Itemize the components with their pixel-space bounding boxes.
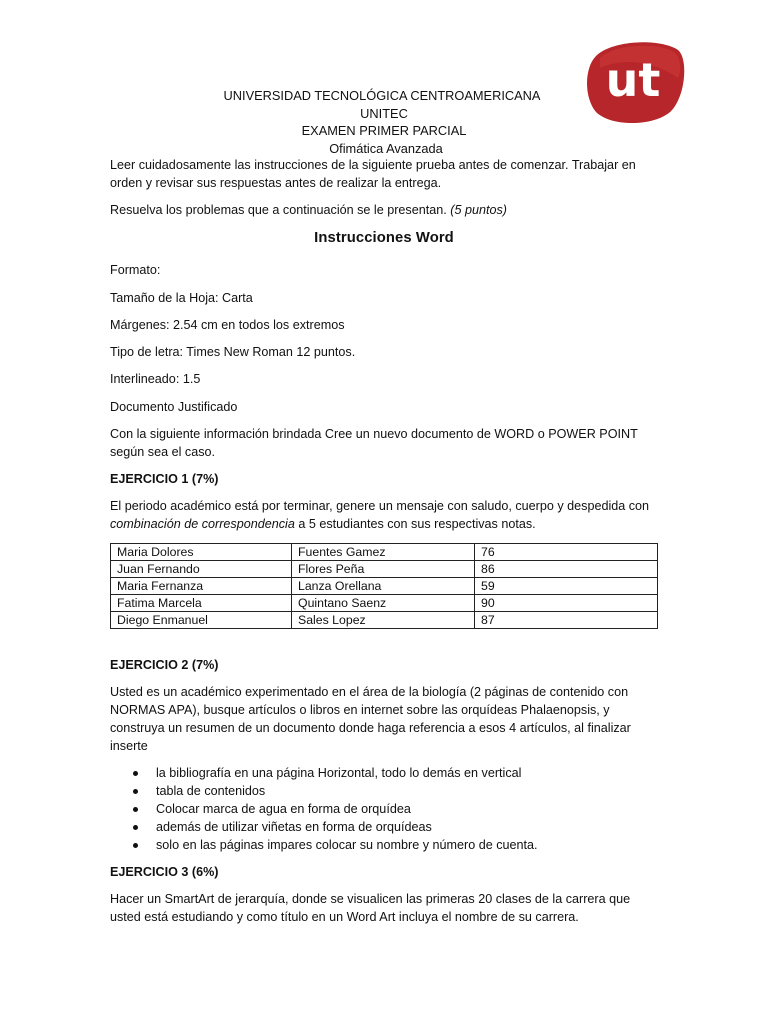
format-justified: Documento Justificado: [110, 400, 238, 414]
list-item: la bibliografía en una página Horizontal, todo lo demás en vertical: [110, 764, 538, 782]
intro-paragraph: Leer cuidadosamente las instrucciones de la siguiente prueba antes de comenzar. Trabajar en orden y revisar sus respuestas antes de realizar la entrega.: [110, 158, 636, 190]
bullet-icon: [133, 807, 138, 812]
grade-cell: 59: [475, 578, 658, 595]
first-name-cell: Maria Fernanza: [111, 578, 292, 595]
section-title: Instrucciones Word: [314, 230, 454, 246]
table-row: [111, 612, 658, 629]
list-item: además de utilizar viñetas en forma de orquídeas: [110, 818, 538, 836]
format-page-size: Tamaño de la Hoja: Carta: [110, 291, 253, 305]
table-row: [111, 561, 658, 578]
create-doc-paragraph: Con la siguiente información brindada Cree un nuevo documento de WORD o POWER POINT según sea el caso.: [110, 427, 638, 459]
format-margins: Márgenes: 2.54 cm en todos los extremos: [110, 318, 345, 332]
last-name-cell: Fuentes Gamez: [292, 544, 475, 561]
exam-header: [0, 87, 768, 157]
exam-body: [110, 156, 650, 924]
students-table: [110, 543, 658, 629]
ex2-paragraph: Usted es un académico experimentado en el área de la biología (2 páginas de contenido con NORMAS APA), busque artículos o libros en internet sobre las orquídeas Phalaenopsis, y construya un resumen de un documento donde haga referencia a esos 4 artículos, al finalizar inserte: [110, 685, 631, 753]
university-acronym: UNITEC: [360, 105, 408, 121]
bullet-icon: [133, 825, 138, 830]
first-name-cell: Diego Enmanuel: [111, 612, 292, 629]
last-name-cell: Flores Peña: [292, 561, 475, 578]
bullet-icon: [133, 771, 138, 776]
ex1-paragraph: [110, 497, 655, 533]
bullet-icon: [133, 789, 138, 794]
resuelva-text: Resuelva los problemas que a continuación se le presentan.: [110, 203, 447, 217]
ex2-title: EJERCICIO 2 (7%): [110, 658, 219, 672]
svg-text:ut: ut: [605, 53, 661, 107]
university-name: UNIVERSIDAD TECNOLÓGICA CENTROAMERICANA: [223, 88, 541, 103]
exam-name: EXAMEN PRIMER PARCIAL: [301, 123, 467, 139]
table-row: [111, 595, 658, 612]
ex3-title: EJERCICIO 3 (6%): [110, 865, 219, 879]
ex1-text-em: combinación de correspondencia: [110, 517, 295, 531]
list-item: tabla de contenidos: [110, 782, 538, 800]
format-label: Formato:: [110, 263, 161, 277]
table-row: [111, 578, 658, 595]
grade-cell: 86: [475, 561, 658, 578]
last-name-cell: Sales Lopez: [292, 612, 475, 629]
ex1-text-after: a 5 estudiantes con sus respectivas notas.: [298, 517, 536, 531]
ex2-bullet-list: [110, 764, 538, 854]
first-name-cell: Maria Dolores: [111, 544, 292, 561]
grade-cell: 76: [475, 544, 658, 561]
format-font: Tipo de letra: Times New Roman 12 puntos.: [110, 345, 356, 359]
list-item: Colocar marca de agua en forma de orquídea: [110, 800, 538, 818]
first-name-cell: Fatima Marcela: [111, 595, 292, 612]
resuelva-points: (5 puntos): [450, 203, 507, 217]
grade-cell: 87: [475, 612, 658, 629]
ex1-text-before: El periodo académico está por terminar, genere un mensaje con saludo, cuerpo y despedida con: [110, 499, 650, 513]
ex1-title: EJERCICIO 1 (7%): [110, 472, 219, 486]
course-name: Ofimática Avanzada: [329, 140, 443, 156]
resuelva-paragraph: [110, 201, 507, 219]
format-line-spacing: Interlineado: 1.5: [110, 372, 201, 386]
ex3-paragraph: Hacer un SmartArt de jerarquía, donde se visualicen las primeras 20 clases de la carrera que usted está estudiando y como título en un Word Art incluya el nombre de su carrera.: [110, 892, 631, 924]
first-name-cell: Juan Fernando: [111, 561, 292, 578]
bullet-icon: [133, 843, 138, 848]
last-name-cell: Lanza Orellana: [292, 578, 475, 595]
table-row: [111, 544, 658, 561]
grade-cell: 90: [475, 595, 658, 612]
list-item: solo en las páginas impares colocar su nombre y número de cuenta.: [110, 836, 538, 854]
last-name-cell: Quintano Saenz: [292, 595, 475, 612]
